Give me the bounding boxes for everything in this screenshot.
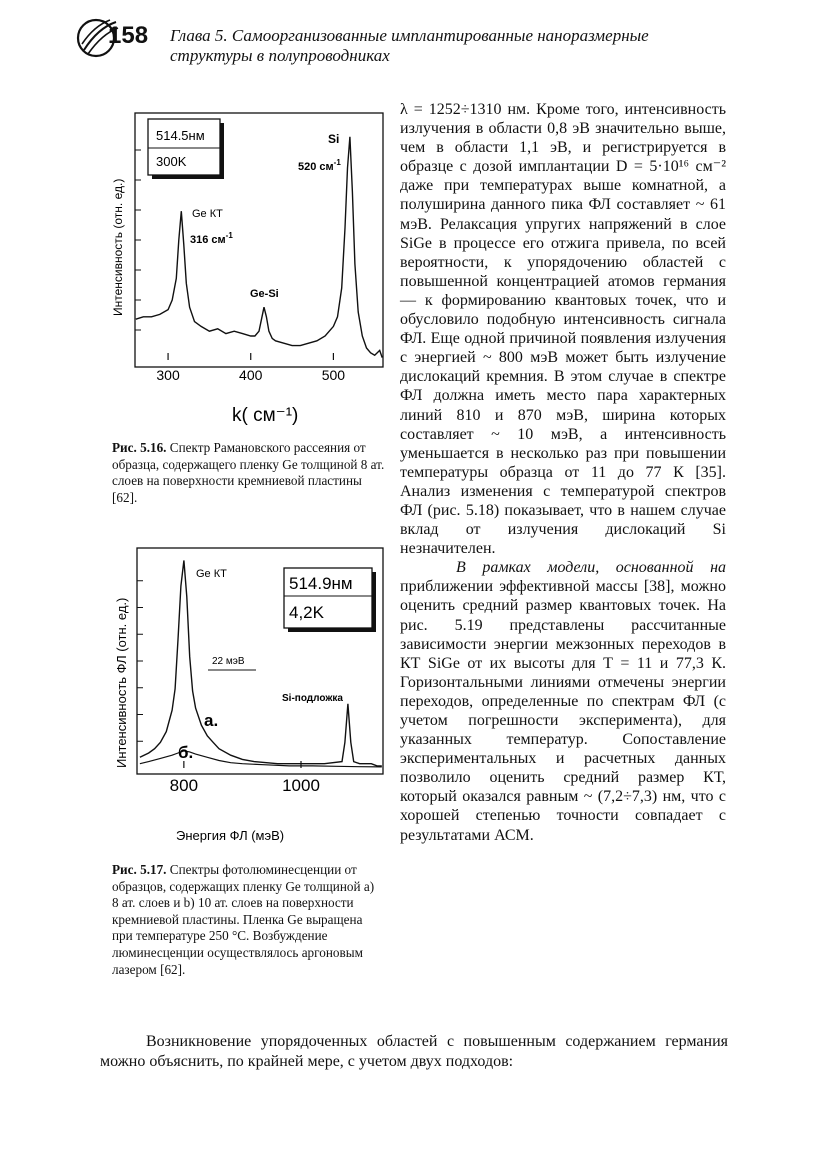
bottom-paragraph: Возникновение упорядоченных областей с повышенным содержанием германия можно объяснить, по крайней мере, с учетом двух подходов: (100, 1033, 728, 1070)
ge-qd-label: Ge КТ (196, 568, 227, 580)
x-tick-label: 500 (321, 367, 346, 383)
photoluminescence-chart (104, 540, 390, 850)
inset-wavelength: 514.9нм (289, 574, 353, 593)
si-peak-label: Si (328, 132, 340, 146)
x-tick-label: 800 (169, 776, 199, 795)
running-header: Глава 5. Самоорганизованные имплантированные наноразмерные структуры в полупроводниках (170, 26, 649, 65)
page-number: 158 (108, 22, 149, 49)
inset-temperature: 300K (156, 154, 187, 169)
inset-temperature: 4,2K (289, 603, 324, 622)
x-tick-label: 300 (156, 367, 180, 383)
fwhm-label: 22 мэВ (212, 656, 245, 667)
paragraph-1: λ = 1252÷1310 нм. Кроме того, интенсивность излучения в области 0,8 эВ значительно выше, чем в области 1,1 эВ, и регистрируется в образце с дозой имплантации D = 5·10¹⁶ см⁻² даже при температурах выше комнатной, а полуширина данного пика ФЛ составляет ~ 61 мэВ. Релаксация упругих напряжений в слое SiGe в процессе его отжига привела, по всей вероятности, к упорядочению областей с повышенной концентрацией атомов германия — к формированию квантовых точек, что и обусловило подобную интенсивность сигнала ФЛ. Еще одной причиной появления излучения с энергией ~ 800 мэВ может быть излучение дислокаций кремния. В этом случае в спектре ФЛ должна иметь место пара характерных линий 810 и 870 мэВ, ширина которых составляет ~ 10 мэВ, а интенсивность уменьшается в несколько раз при повышении температуры образца от 11 до 77 К [35]. Анализ изменения с температурой спектров ФЛ (рис. 5.18) показывает, что в нашем случае вклад от излучения дислокаций Si незначителен. (400, 101, 726, 558)
figure-5-17-caption: Рис. 5.17. Спектры фотолюминесценции от образцов, содержащих пленку Ge толщиной a) 8 ат. слоев и b) 10 ат. слоев на поверхности кремниевой пластины. Пленка Ge выращена при температуре 250 °С. Возбуждение люминесценции осуществлялось аргоновым лазером [62]. (112, 862, 375, 977)
series-b-label: б. (178, 743, 194, 762)
right-column-text (400, 100, 726, 845)
figure-5-16-caption: Рис. 5.16. Спектр Рамановского рассеяния от образца, содержащего пленку Ge толщиной 8 ат. слоев на поверхности кремниевой пластины [62]. (112, 440, 385, 505)
y-axis-label: Интенсивность ФЛ (отн. ед.) (114, 597, 129, 768)
y-axis-label: Интенсивность (отн. ед.) (111, 178, 125, 316)
ge-qd-label: Ge КТ (192, 208, 223, 220)
x-axis-label: Энергия ФЛ (мэВ) (176, 828, 285, 843)
series-b-line (140, 751, 382, 767)
si-peak-value: 520 $см^{-1}$ (298, 158, 341, 173)
paragraph-2: В рамках модели, основанной на приближении эффективной массы [38], можно оценить средний размер квантовых точек. На рис. 5.19 представлены рассчитанные зависимости энергии межзонных переходов в КТ SiGe от их высоты для Т = 11 и 77,3 К. Горизонтальными линиями отмечены энергии переходов, определенные по спектрам ФЛ (с учетом погрешности эксперимента), для указанных температур. Сопоставление экспериментальных и расчетных данных позволило оценить средний размер КТ, который оказался равным ~ (7,2÷7,3) нм, что с хорошей степенью точности совпадает с результатами АСМ. (400, 559, 726, 844)
x-axis-label: k( см⁻¹) (232, 405, 299, 426)
inset-wavelength: 514.5нм (156, 128, 205, 143)
raman-spectrum-chart (104, 110, 390, 430)
si-substrate-label: Si-подложка (282, 693, 343, 704)
series-a-label: a. (204, 711, 219, 730)
ge-qd-value: 316 $см^{-1}$ (190, 231, 233, 246)
x-tick-label: 1000 (282, 776, 320, 795)
x-tick-label: 400 (239, 367, 263, 383)
ge-si-label: Ge-Si (250, 288, 279, 300)
